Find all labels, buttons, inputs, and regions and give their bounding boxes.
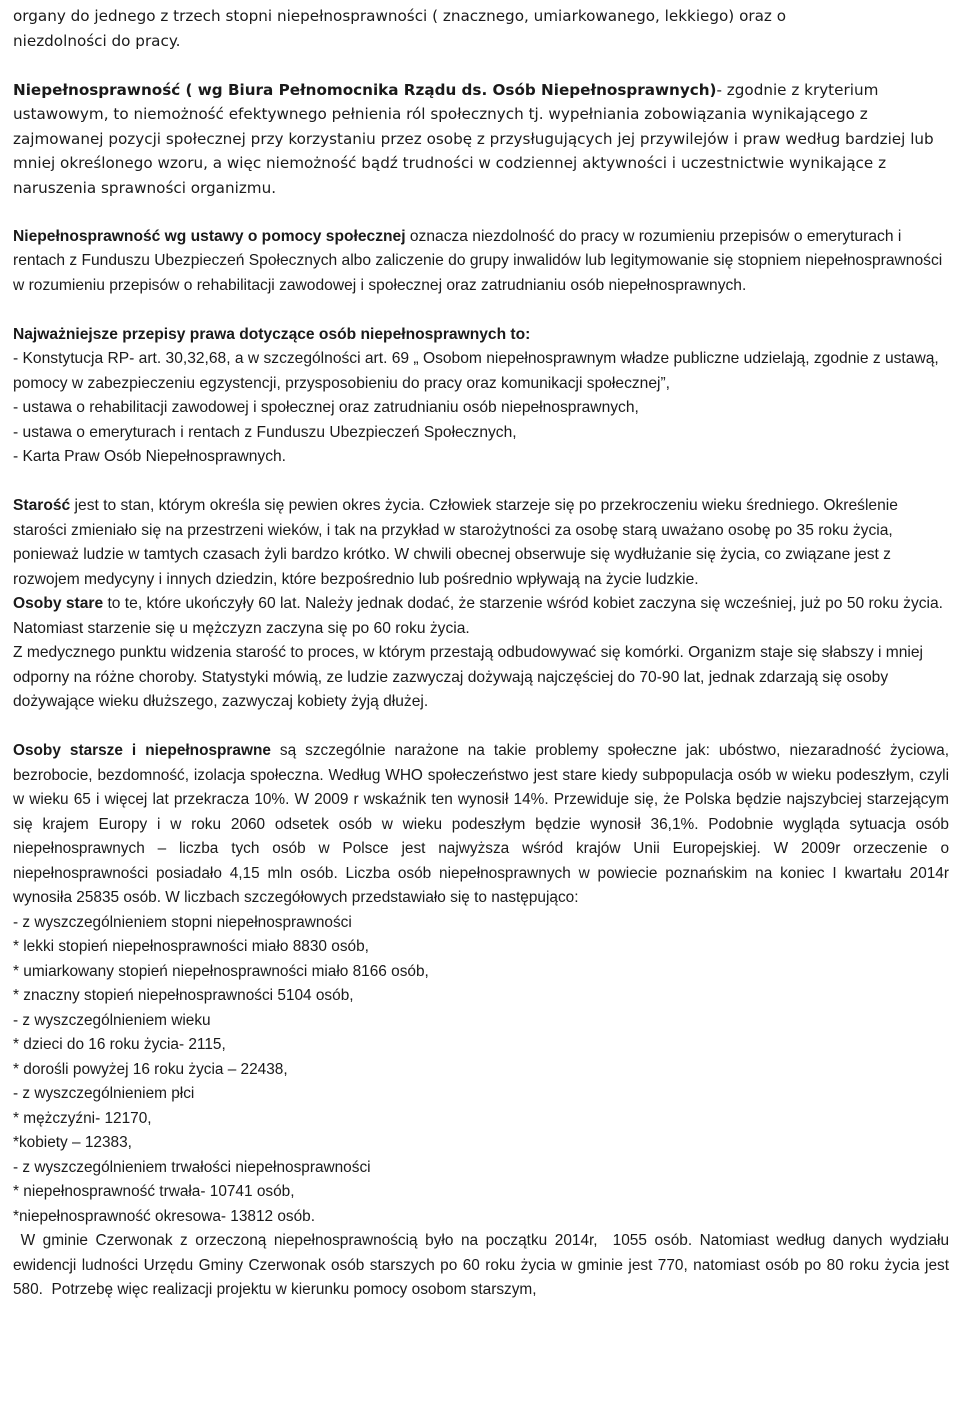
- paragraph-text: jest to stan, którym określa się pewien okres życia. Człowiek starzeje się po przekroczeniu wieku średniego. Określenie starości zmieniało się na przestrzeni wieków, i tak na przykład w starożytności za osobę starą uważano osobę po 35 roku życia, ponieważ ludzie w tamtych czasach żyli bardzo krótko. W chwili obecnej obserwuje się wydłużanie się życia, co związane jest z rozwojem medycyny i innych dziedzin, które bezpośrednio lub pośrednio wpływają na życie ludzkie.: [13, 497, 898, 588]
- paragraph-text: są szczególnie narażone na takie problemy społeczne jak: ubóstwo, niezaradność życiowa, bezrobocie, bezdomność, izolacja społeczna. Według WHO społeczeństwo jest stare kiedy subpopulacja osób w wieku podeszłym, czyli w wieku 65 i więcej lat przekracza 10%. W 2009 r wskaźnik ten wynosił 14%. Przewiduje się, że Polska będzie najszybciej starzejącym się krajem Europy i w roku 2060 odsetek osób w wieku podeszłym będzie wynosił 36,1%. Podobnie wygląda sytuacja osób niepełnosprawnych – liczba tych osób w Polsce jest najwyższa wśród krajów Unii Europejskiej. W 2009r orzeczenie o niepełnosprawności posiadało 4,15 mln osób. Liczba osób niepełnosprawnych w powiecie poznańskim na koniec I kwartału 2014r wynosiła 25835 osób. W liczbach szczegółowych przedstawiało się to następująco:: [13, 742, 949, 906]
- paragraph-disability-definition-bureau: [13, 78, 949, 201]
- list-item: *kobiety – 12383,: [13, 1134, 132, 1151]
- list-item: * lekki stopień niepełnosprawności miało 8830 osób,: [13, 938, 369, 955]
- term-bold: Niepełnosprawność wg ustawy o pomocy społecznej: [13, 227, 406, 245]
- document-page: [13, 4, 954, 1303]
- list-item: - Karta Praw Osób Niepełnosprawnych.: [13, 448, 287, 465]
- term-bold: Osoby starsze i niepełnosprawne: [13, 742, 271, 759]
- list-item: - z wyszczególnieniem płci: [13, 1085, 195, 1102]
- paragraph-elderly: [13, 592, 949, 641]
- list-item: - Konstytucja RP- art. 30,32,68, a w szczególności art. 69 „ Osobom niepełnosprawnym władze publiczne udzielają, zgodnie z ustawą, pomocy w zabezpieczeniu egzystencji, przysposobieniu do pracy oraz komunikacji społecznej”,: [13, 350, 939, 392]
- paragraph-intro: [13, 4, 949, 53]
- list-item: * dorośli powyżej 16 roku życia – 22438,: [13, 1060, 288, 1078]
- term-bold: Niepełnosprawność ( wg Biura Pełnomocnika Rządu ds. Osób Niepełnosprawnych): [13, 80, 717, 99]
- paragraph-medical: Z medycznego punktu widzenia starość to proces, w którym przestają odbudowywać się komórki. Organizm staje się słabszy i mniej odporny na różne choroby. Statystyki mówią, ze ludzie zazwyczaj dożywają najczęściej do 70-90 lat, jednak zdarzają się osoby dożywające wieku dłuższego, zazwyczaj kobiety żyją dłużej.: [13, 644, 924, 710]
- list-item: * dzieci do 16 roku życia- 2115,: [13, 1036, 226, 1053]
- list-item: * mężczyźni- 12170,: [13, 1109, 152, 1127]
- paragraph-elderly-disabled: [13, 739, 949, 911]
- list-item: *niepełnosprawność okresowa- 13812 osób.: [13, 1207, 316, 1225]
- list-item: * niepełnosprawność trwała- 10741 osób,: [13, 1183, 295, 1200]
- term-bold: Starość: [13, 497, 71, 514]
- text-line: niezdolności do pracy.: [13, 31, 181, 50]
- list-item: - z wyszczególnieniem trwałości niepełnosprawności: [13, 1158, 371, 1176]
- paragraph-old-age: [13, 494, 949, 592]
- text-line: organy do jednego z trzech stopni niepełnosprawności ( znacznego, umiarkowanego, lekkiego) oraz o: [13, 7, 786, 25]
- paragraph-text: to te, które ukończyły 60 lat. Należy jednak dodać, że starzenie wśród kobiet zaczyna się wcześniej, już po 50 roku życia. Natomiast starzenie się u mężczyzn zaczyna się po 60 roku życia.: [13, 595, 944, 637]
- list-item: * umiarkowany stopień niepełnosprawności miało 8166 osób,: [13, 962, 429, 980]
- list-item: - ustawa o emeryturach i rentach z Funduszu Ubezpieczeń Społecznych,: [13, 423, 517, 441]
- list-item: - z wyszczególnieniem wieku: [13, 1011, 211, 1029]
- definition-text: oznacza niezdolność do pracy w rozumieniu przepisów o emeryturach i rentach z Funduszu Ubezpieczeń Społecznych albo zaliczenie do grupy inwalidów lub legitymowanie się stopniem niepełnosprawności w rozumieniu przepisów o rehabilitacji zawodowej i społecznej oraz zatrudnianiu osób niepełnosprawnych.: [13, 227, 943, 294]
- list-item: * znaczny stopień niepełnosprawności 5104 osób,: [13, 987, 354, 1004]
- term-bold: Osoby stare: [13, 595, 104, 612]
- paragraph-disability-definition-act: [13, 225, 949, 299]
- list-item: - z wyszczególnieniem stopni niepełnosprawności: [13, 913, 352, 931]
- definition-text: - zgodnie z kryterium ustawowym, to niemożność efektywnego pełnienia ról społecznych tj. wypełniania zobowiązania wynikającego z zajmowanej pozycji społecznej przy korzystaniu przez osobę z przysługujących jej przywilejów i praw według bardziej lub mniej określonego wzoru, a więc niemożność bądź trudności w codziennej aktywności i uczestnictwie wynikające z naruszenia sprawności organizmu.: [13, 80, 934, 197]
- section-elderly-disabled: [13, 739, 954, 1303]
- list-item: - ustawa o rehabilitacji zawodowej i społecznej oraz zatrudnianiu osób niepełnosprawnych,: [13, 399, 639, 416]
- section-heading: Najważniejsze przepisy prawa dotyczące osób niepełnosprawnych to:: [13, 325, 531, 343]
- paragraph-czerwonak: W gminie Czerwonak z orzeczoną niepełnosprawnością było na początku 2014r, 1055 osób. Natomiast według danych wydziału ewidencji ludności Urzędu Gminy Czerwonak osób starszych po 60 roku życia w gminie jest 770, natomiast osób po 80 roku życia jest 580. Potrzebę więc realizacji projektu w kierunku pomocy osobom starszym,: [13, 1232, 954, 1298]
- section-legal-regulations: [13, 323, 949, 470]
- section-old-age: [13, 494, 949, 715]
